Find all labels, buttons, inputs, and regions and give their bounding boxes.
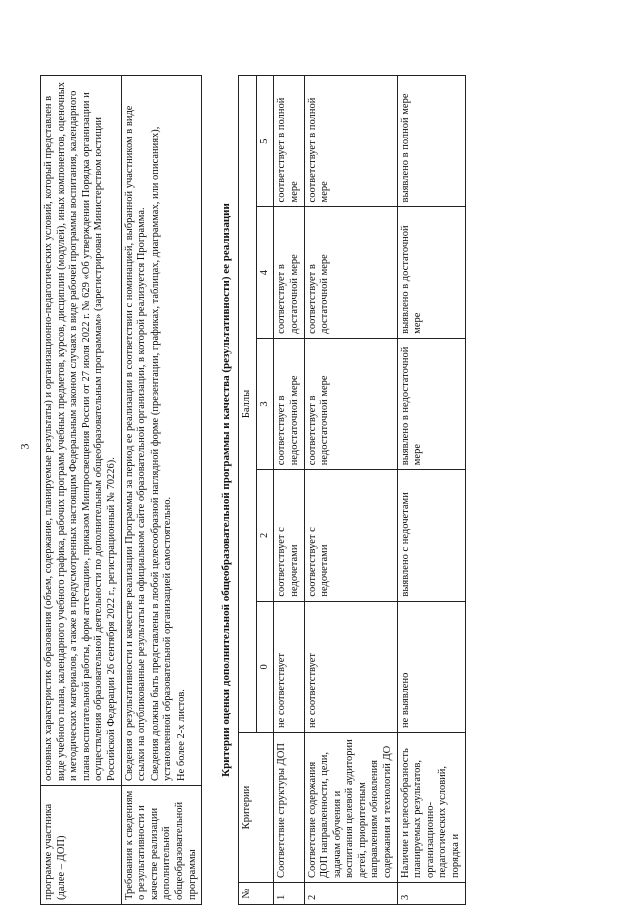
score-cell: не соответствует <box>304 601 397 732</box>
score-cell: выявлено в недостаточной мере <box>397 338 465 469</box>
score-head: 4 <box>256 207 274 338</box>
row-num: 3 <box>397 883 465 905</box>
score-cell: соответствует с недочетами <box>304 470 397 601</box>
row-num: 1 <box>274 883 304 905</box>
criteria-table <box>238 75 466 905</box>
score-cell: выявлено в достаточной мере <box>397 207 465 338</box>
paragraph: Не более 2-х листов. <box>175 689 187 781</box>
program-requirements-table <box>40 75 202 905</box>
score-cell: не соответствует <box>274 601 304 732</box>
row-criterion: Соответствие содержания ДОП направленности, цели, задачам обучения и воспитания целевой аудитории детей, приоритетным направлениям обновления содержания и технологий ДО <box>304 733 397 883</box>
row-criterion: Наличие и целесообразность планируемых результатов, организационно-педагогических условий, порядка и <box>397 733 465 883</box>
score-head: 0 <box>256 601 274 732</box>
score-cell: соответствует в недостаточной мере <box>304 338 397 469</box>
row-label: Требования к сведениям о результативности и качестве реализации дополнительной общеобразовательной программы <box>121 786 202 905</box>
table-row <box>274 76 304 905</box>
score-head: 5 <box>256 76 274 207</box>
table-row <box>121 76 202 905</box>
row-text: основных характеристик образования (объем, содержание, планируемые результаты) и организационно-педагогических условий, который представлен в виде учебного плана, календарного учебного графика, рабочих программ учебных предметов, курсов, дисциплин (модулей), иных компонентов, оценочных и методических материалов, а также в предусмотренных настоящим Федеральным законом случаях в виде рабочей программы воспитания, календарного плана воспитательной работы, форм аттестации», приказом Минпросвещения России от 27 июля 2022 г. № 629 «Об утверждении Порядка организации и осуществления образовательной деятельности по дополнительным общеобразовательным программам» (зарегистрирован Министерством юстиции Российской Федерации 26 сентября 2022 г., регистрационный № 70226). <box>41 76 122 786</box>
row-text <box>121 76 202 786</box>
score-head: 3 <box>256 338 274 469</box>
header-row <box>239 76 257 905</box>
row-criterion: Соответствие структуры ДОП <box>274 733 304 883</box>
row-num: 2 <box>304 883 397 905</box>
page-number: 3 <box>17 443 32 450</box>
score-cell: не выявлено <box>397 601 465 732</box>
score-head: 2 <box>256 470 274 601</box>
score-cell: выявлено в полной мере <box>397 76 465 207</box>
row-label: программе участника (далее – ДОП) <box>41 786 122 905</box>
paragraph: Сведения о результативности и качестве реализации Программы за период ее реализации в соответствии с номинацией, выбранной участником в виде ссылки на опубликованные результаты на официальном сайте образовательной организации, в которой реализуется Программа. <box>123 105 148 781</box>
score-cell: выявлено с недочетами <box>397 470 465 601</box>
score-cell: соответствует в полной мере <box>304 76 397 207</box>
table-row <box>41 76 122 905</box>
score-cell: соответствует с недочетами <box>274 470 304 601</box>
criteria-title: Критерии оценки дополнительной общеобразовательной программы и качества (результативности) ее реализации <box>220 203 233 777</box>
score-cell: соответствует в недостаточной мере <box>274 338 304 469</box>
score-cell: соответствует в достаточной мере <box>304 207 397 338</box>
column-header-criteria: Критерии <box>239 733 274 883</box>
paragraph: Сведения должны быть представлены в любой целесообразной наглядной форме (презентации, графиках, таблицах, диаграммах, или описаниях), установленной образовательной организацией самостоятельно. <box>149 126 174 781</box>
document-page <box>40 75 600 905</box>
table-row <box>304 76 397 905</box>
column-header-num: № <box>239 883 274 905</box>
score-cell: соответствует в достаточной мере <box>274 207 304 338</box>
table-row <box>397 76 465 905</box>
score-cell: соответствует в полной мере <box>274 76 304 207</box>
column-header-scores: Баллы <box>239 76 257 733</box>
